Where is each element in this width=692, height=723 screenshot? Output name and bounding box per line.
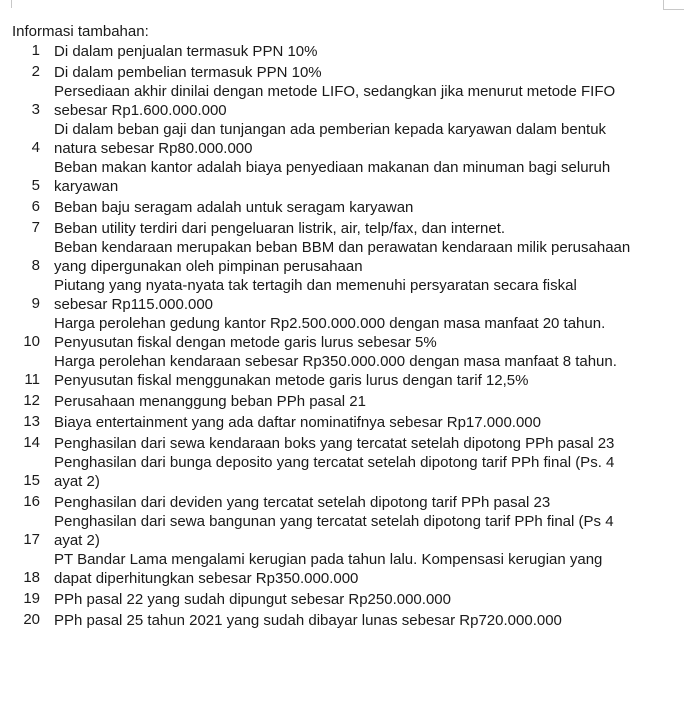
item-text-line: dapat diperhitungkan sebesar Rp350.000.000: [54, 570, 359, 587]
corner-mark-right: [663, 0, 684, 10]
item-text: [54, 391, 692, 411]
list-item: [0, 491, 692, 512]
item-text: [54, 238, 692, 276]
item-number: 1: [31, 42, 40, 59]
item-text-line: Penghasilan dari sewa bangunan yang tercatat setelah dipotong tarif PPh final (Ps 4: [54, 513, 614, 530]
list-item: [0, 196, 692, 217]
item-text-line: Biaya entertainment yang ada daftar nominatifnya sebesar Rp17.000.000: [54, 414, 541, 431]
item-text-line: sebesar Rp115.000.000: [54, 296, 214, 313]
item-text: [54, 352, 692, 390]
item-number: 3: [31, 101, 40, 118]
list-item: [0, 40, 692, 61]
item-number: 6: [31, 198, 40, 215]
item-text: [54, 218, 692, 238]
list-item: [0, 352, 692, 390]
item-text-line: Penghasilan dari deviden yang tercatat setelah dipotong tarif PPh pasal 23: [54, 494, 551, 511]
list-item: [0, 512, 692, 550]
item-text-line: ayat 2): [54, 532, 100, 549]
list-item: [0, 158, 692, 196]
item-text: [54, 158, 692, 196]
list-item: [0, 453, 692, 491]
item-number: 4: [31, 139, 40, 156]
item-number: 15: [23, 472, 40, 489]
item-number: 2: [31, 63, 40, 80]
item-text-line: PPh pasal 22 yang sudah dipungut sebesar Rp250.000.000: [54, 591, 451, 608]
item-text: [54, 82, 692, 120]
item-text: [54, 276, 692, 314]
item-text-line: PPh pasal 25 tahun 2021 yang sudah dibayar lunas sebesar Rp720.000.000: [54, 612, 562, 629]
item-number: 8: [31, 257, 40, 274]
item-number: 16: [23, 493, 40, 510]
item-number: 17: [23, 531, 40, 548]
item-number: 5: [31, 177, 40, 194]
item-text: [54, 453, 692, 491]
list-item: [0, 217, 692, 238]
item-text: [54, 412, 692, 432]
item-number: 10: [23, 333, 40, 350]
item-text-line: natura sebesar Rp80.000.000: [54, 140, 253, 157]
item-text-line: Penyusutan fiskal dengan metode garis lurus sebesar 5%: [54, 334, 437, 351]
item-number: 19: [23, 590, 40, 607]
item-text-line: Piutang yang nyata-nyata tak tertagih dan memenuhi persyaratan secara fiskal: [54, 277, 577, 294]
item-text-line: Persediaan akhir dinilai dengan metode LIFO, sedangkan jika menurut metode FIFO: [54, 83, 616, 100]
list-item: [0, 314, 692, 352]
item-text: [54, 433, 692, 453]
list-item: [0, 432, 692, 453]
item-text-line: Di dalam pembelian termasuk PPN 10%: [54, 64, 322, 81]
item-text: [54, 120, 692, 158]
item-text: [54, 314, 692, 352]
list-item: [0, 390, 692, 411]
list-item: [0, 550, 692, 588]
item-text-line: Beban kendaraan merupakan beban BBM dan perawatan kendaraan milik perusahaan: [54, 239, 631, 256]
item-number: 12: [23, 392, 40, 409]
list-item: [0, 120, 692, 158]
item-text: [54, 492, 692, 512]
corner-mark-left: [11, 0, 12, 8]
item-text-line: Penyusutan fiskal menggunakan metode garis lurus dengan tarif 12,5%: [54, 372, 529, 389]
item-text-line: ayat 2): [54, 473, 100, 490]
list-item: [0, 588, 692, 609]
item-text: [54, 197, 692, 217]
item-text: [54, 41, 692, 61]
list-item: [0, 276, 692, 314]
item-number: 11: [24, 371, 40, 388]
info-list: [0, 40, 692, 630]
item-text-line: karyawan: [54, 178, 119, 195]
item-text-line: Beban makan kantor adalah biaya penyediaan makanan dan minuman bagi seluruh: [54, 159, 611, 176]
item-text-line: yang dipergunakan oleh pimpinan perusahaan: [54, 258, 363, 275]
item-text-line: Harga perolehan kendaraan sebesar Rp350.000.000 dengan masa manfaat 8 tahun.: [54, 353, 617, 370]
section-heading: Informasi tambahan:: [12, 23, 149, 40]
item-text: [54, 610, 692, 630]
item-text-line: Beban baju seragam adalah untuk seragam karyawan: [54, 199, 414, 216]
item-text-line: Harga perolehan gedung kantor Rp2.500.000.000 dengan masa manfaat 20 tahun.: [54, 315, 606, 332]
item-number: 18: [23, 569, 40, 586]
list-item: [0, 609, 692, 630]
item-text-line: PT Bandar Lama mengalami kerugian pada tahun lalu. Kompensasi kerugian yang: [54, 551, 603, 568]
item-number: 14: [23, 434, 40, 451]
list-item: [0, 238, 692, 276]
item-text-line: Perusahaan menanggung beban PPh pasal 21: [54, 393, 366, 410]
item-text-line: Di dalam beban gaji dan tunjangan ada pemberian kepada karyawan dalam bentuk: [54, 121, 607, 138]
item-text: [54, 62, 692, 82]
item-number: 7: [31, 219, 40, 236]
item-text-line: Penghasilan dari sewa kendaraan boks yang tercatat setelah dipotong PPh pasal 23: [54, 435, 615, 452]
item-number: 13: [23, 413, 40, 430]
item-text-line: Penghasilan dari bunga deposito yang tercatat setelah dipotong tarif PPh final (Ps. 4: [54, 454, 615, 471]
item-text-line: Beban utility terdiri dari pengeluaran listrik, air, telp/fax, dan internet.: [54, 220, 506, 237]
list-item: [0, 82, 692, 120]
item-text: [54, 512, 692, 550]
item-text-line: sebesar Rp1.600.000.000: [54, 102, 227, 119]
list-item: [0, 411, 692, 432]
item-text: [54, 550, 692, 588]
item-text-line: Di dalam penjualan termasuk PPN 10%: [54, 43, 318, 60]
item-text: [54, 589, 692, 609]
list-item: [0, 61, 692, 82]
item-number: 9: [31, 295, 40, 312]
item-number: 20: [23, 611, 40, 628]
